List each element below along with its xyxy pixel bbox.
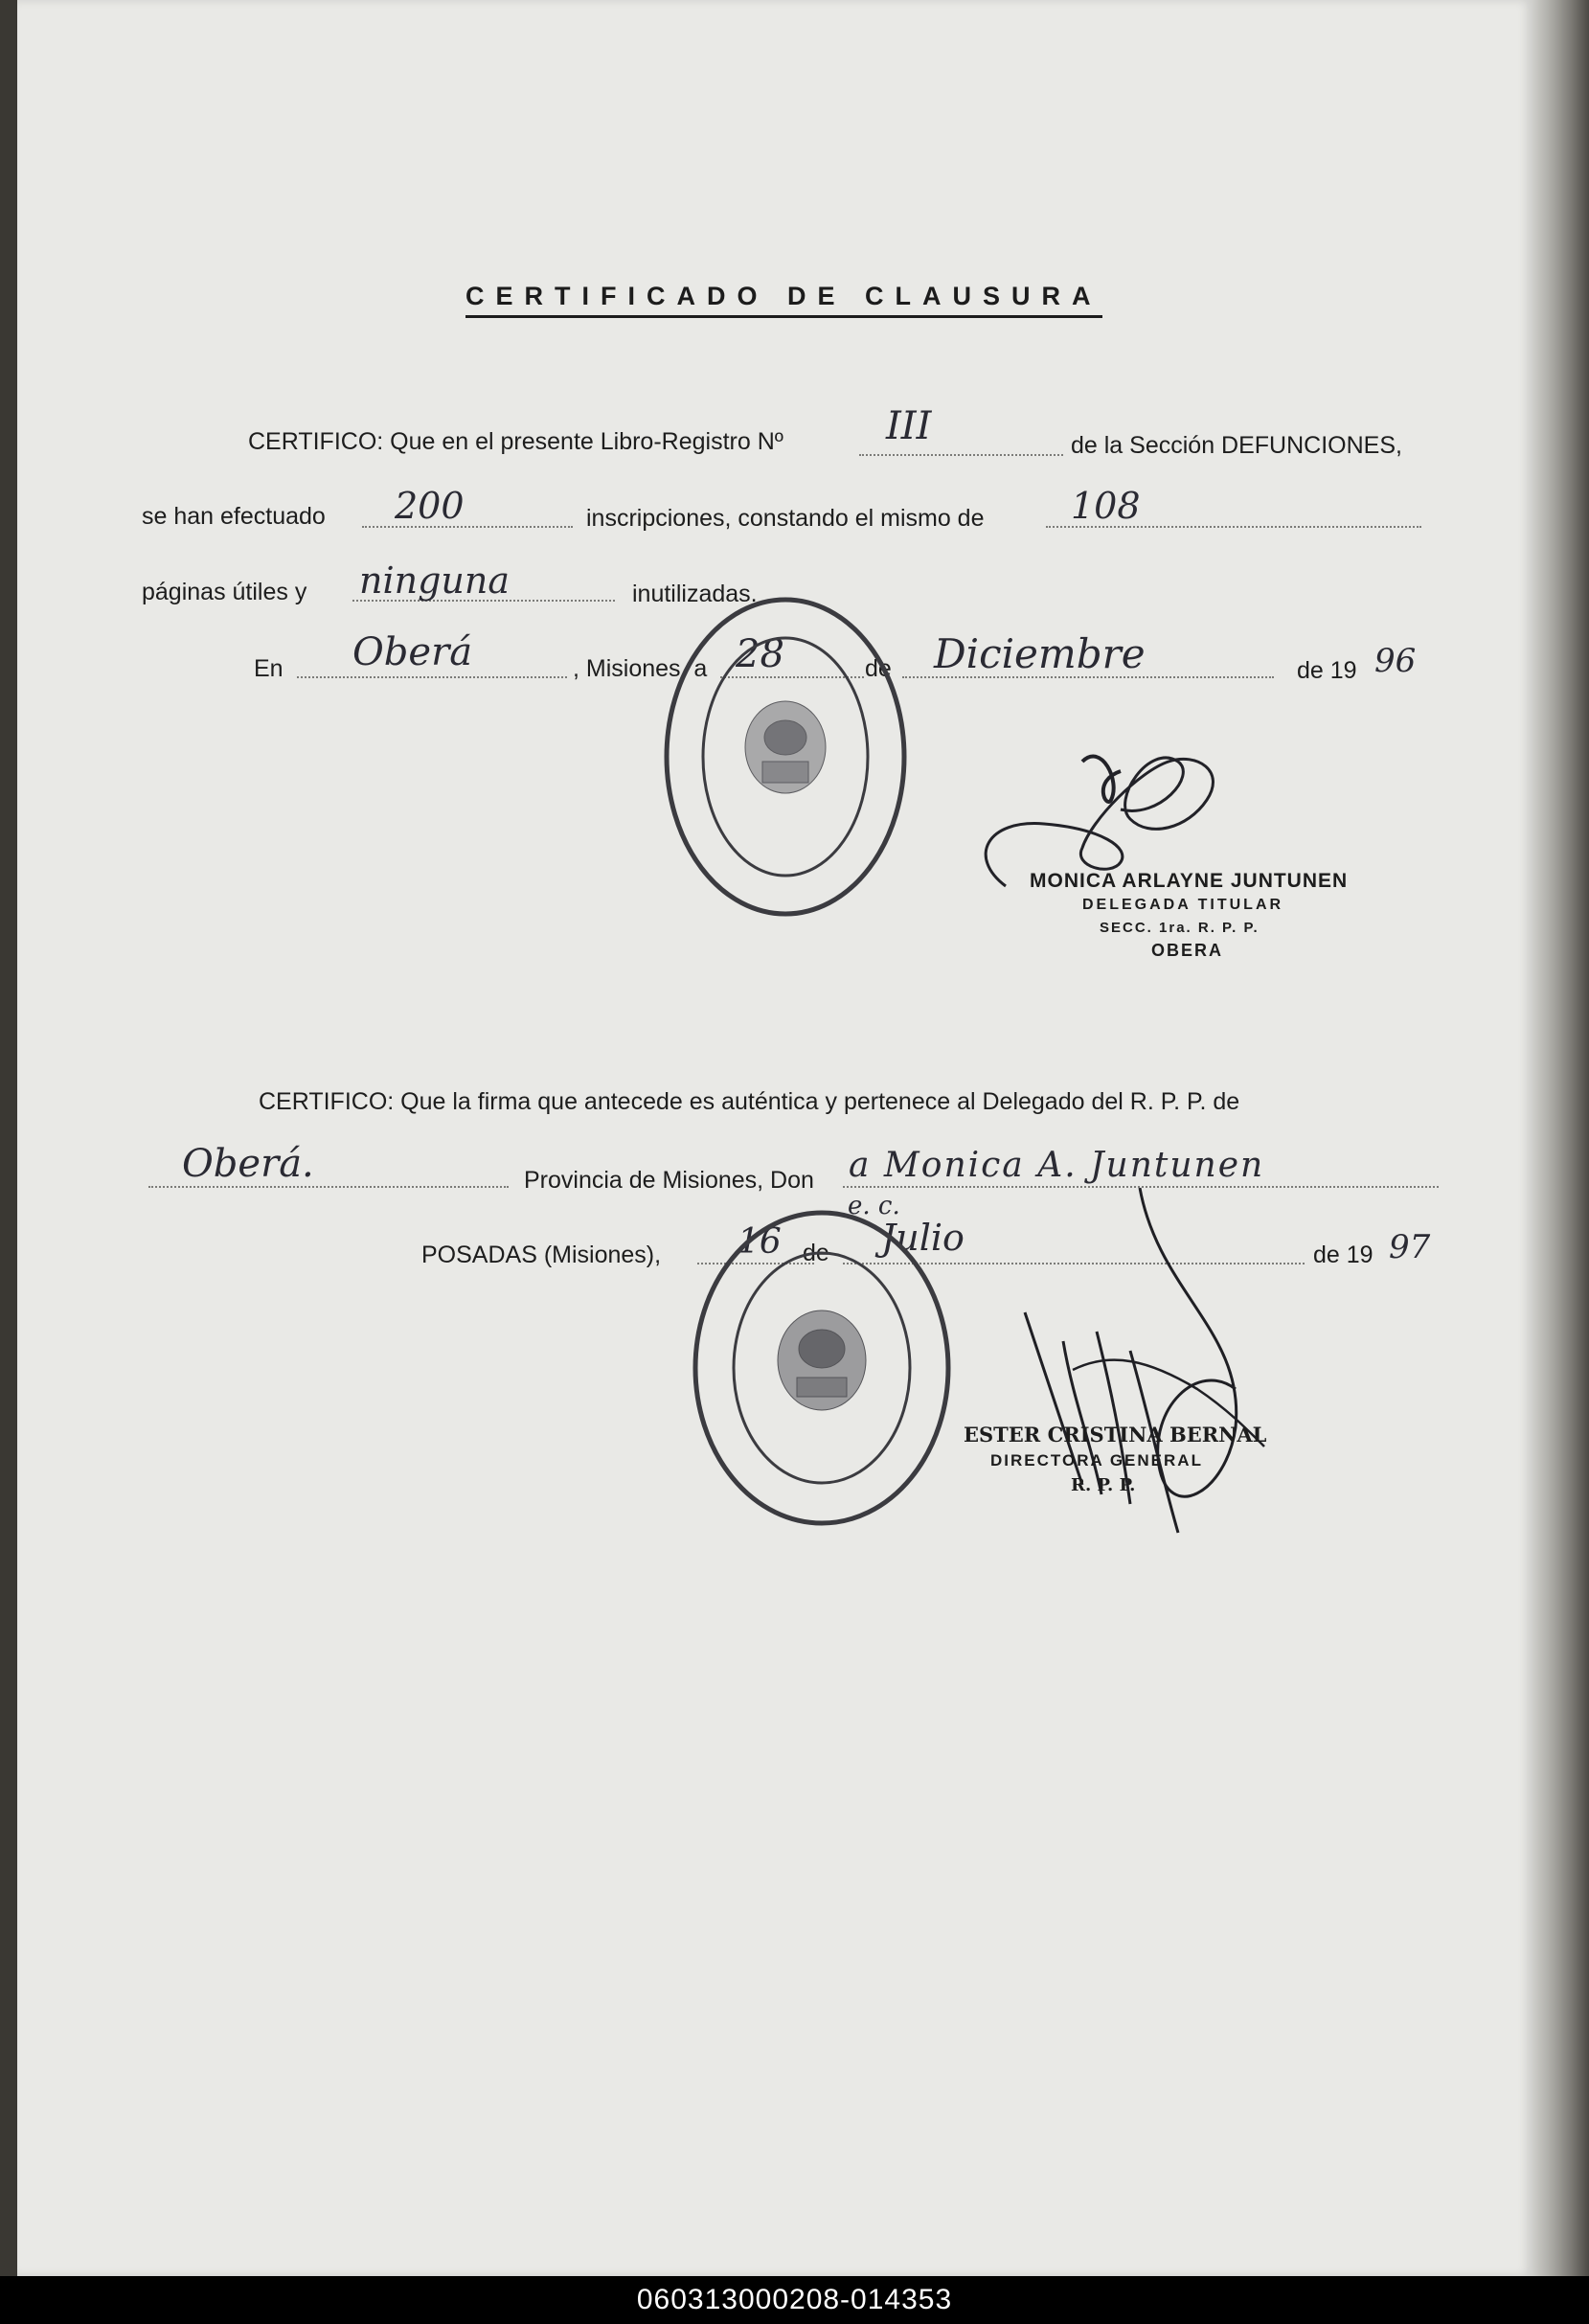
delegate-name: a Monica A. Juntunen	[849, 1146, 1265, 1185]
inscriptions-count: 200	[395, 485, 465, 527]
book-number: III	[886, 404, 932, 448]
signature-juntunen	[967, 704, 1255, 896]
second-stamp-text	[688, 1207, 956, 1533]
year-prefix: de 19	[1297, 657, 1357, 684]
useful-pages: 108	[1071, 485, 1141, 527]
cert1-line3-suffix: inutilizadas.	[632, 581, 758, 607]
second-stamp-inner-text	[697, 1217, 698, 1218]
delegation-place: Oberá.	[182, 1142, 314, 1186]
day: 28	[736, 632, 784, 676]
delegate-note: e. c.	[848, 1192, 900, 1220]
cert2-city-prefix: POSADAS (Misiones),	[421, 1242, 662, 1268]
day-suffix: de	[865, 655, 892, 682]
cert1-line3-prefix: páginas útiles y	[142, 579, 307, 605]
signer1-name: MONICA ARLAYNE JUNTUNEN	[1030, 870, 1349, 892]
document-title: CERTIFICADO DE CLAUSURA	[465, 282, 1102, 318]
book-number-line	[859, 454, 1063, 456]
cert1-line1-suffix: de la Sección DEFUNCIONES,	[1071, 432, 1402, 459]
signature-bernal	[1006, 1178, 1293, 1561]
cert2-day-suffix: de	[803, 1240, 829, 1266]
footer-code: 060313000208-014353	[0, 2276, 1589, 2324]
signer2-org: R. P. P.	[1071, 1475, 1136, 1495]
signer1-section: SECC. 1ra. R. P. P.	[1100, 920, 1260, 936]
place-prefix: En	[254, 655, 284, 682]
province-text: , Misiones, a	[573, 655, 708, 682]
cert2-line1: CERTIFICO: Que la firma que antecede es auténtica y pertenece al Delegado del R. P. P. de	[259, 1088, 1240, 1115]
cert2-month: Julio	[881, 1217, 965, 1259]
inscriptions-line	[362, 526, 573, 528]
delegation-place-line	[148, 1186, 509, 1188]
cert2-year-suffix: 97	[1389, 1228, 1431, 1266]
cert2-year-prefix: de 19	[1313, 1242, 1373, 1268]
page-edge	[1532, 0, 1589, 2276]
signer2-role: DIRECTORA GENERAL	[990, 1451, 1203, 1470]
place: Oberá	[352, 630, 473, 674]
cert2-province-prefix: Provincia de Misiones, Don	[524, 1167, 814, 1194]
year-suffix: 96	[1374, 642, 1417, 680]
cert1-line2-prefix: se han efectuado	[142, 503, 326, 530]
cert2-day: 16	[738, 1222, 782, 1262]
unused-pages: ninguna	[359, 559, 511, 602]
certificate-page	[17, 0, 1532, 2276]
signer1-city: OBERA	[1151, 941, 1224, 960]
place-line	[297, 676, 567, 678]
cert1-line1-prefix: CERTIFICO: Que en el presente Libro-Registro Nº	[248, 428, 783, 455]
cert1-line2-middle: inscripciones, constando el mismo de	[586, 505, 985, 532]
signer1-role: DELEGADA TITULAR	[1082, 897, 1284, 913]
month: Diciembre	[934, 630, 1146, 677]
signer2-name: ESTER CRISTINA BERNAL	[964, 1423, 1267, 1447]
first-stamp-text	[661, 594, 910, 920]
